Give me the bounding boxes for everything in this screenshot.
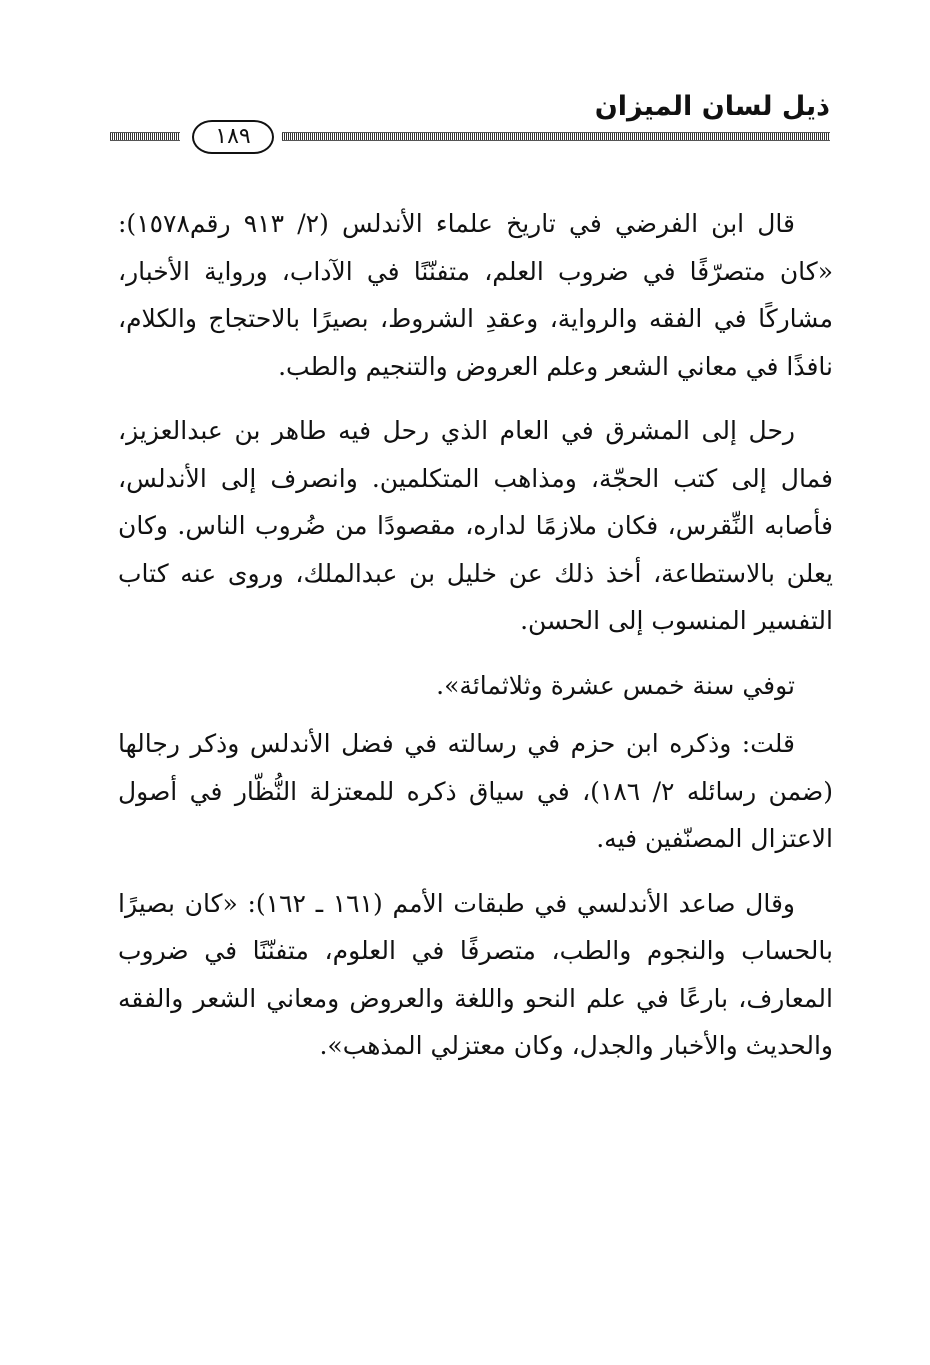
page-number: ١٨٩: [192, 120, 274, 154]
book-title: ذيل لسان الميزان: [594, 91, 830, 122]
header-rule-right: [282, 132, 830, 141]
paragraph-ibn-hazm: قلت: وذكره ابن حزم في رسالته في فضل الأندلس وذكر رجالها (ضمن رسائله ٢/ ١٨٦)، في سياق ذكره للمعتزلة النُّظّار في أصول الاعتزال المصنّفين فيه.: [118, 729, 834, 853]
header-rule-left: [110, 132, 180, 141]
paragraph-death: توفي سنة خمس عشرة وثلاثمائة».: [436, 670, 795, 700]
paragraph-ibn-alfaradi: قال ابن الفرضي في تاريخ علماء الأندلس (٢/ ٩١٣ رقم١٥٧٨): «كان متصرّفًا في ضروب العلم، متفنّنًا في الآداب، ورواية الأخبار، مشاركًا في الفقه والرواية، وعقدِ الشروط، بصيرًا بالاحتجاج والكلام، نافذًا في معاني الشعر وعلم العروض والتنجيم والطب.: [118, 209, 833, 381]
paragraph-said-alandalusi: وقال صاعد الأندلسي في طبقات الأمم (١٦١ ـ ١٦٢): «كان بصيرًا بالحساب والنجوم والطب، متصرفًا في العلوم، متفنّنًا في ضروب المعارف، بارعًا في علم النحو واللغة والعروض ومعاني الشعر والفقه والحديث والأخبار والجدل، وكان معتزلي المذهب».: [118, 888, 833, 1060]
page-header: [110, 86, 830, 156]
page-body: [118, 200, 833, 1087]
paragraph-travel: رحل إلى المشرق في العام الذي رحل فيه طاهر بن عبدالعزيز، فمال إلى كتب الحجّة، ومذاهب المتكلمين. وانصرف إلى الأندلس، فأصابه النِّقرس، فكان ملازمًا لداره، مقصودًا من ضُروب الناس. وكان يعلن بالاستطاعة، أخذ ذلك عن خليل بن عبدالملك، وروى عنه كتاب التفسير المنسوب إلى الحسن.: [118, 416, 833, 635]
